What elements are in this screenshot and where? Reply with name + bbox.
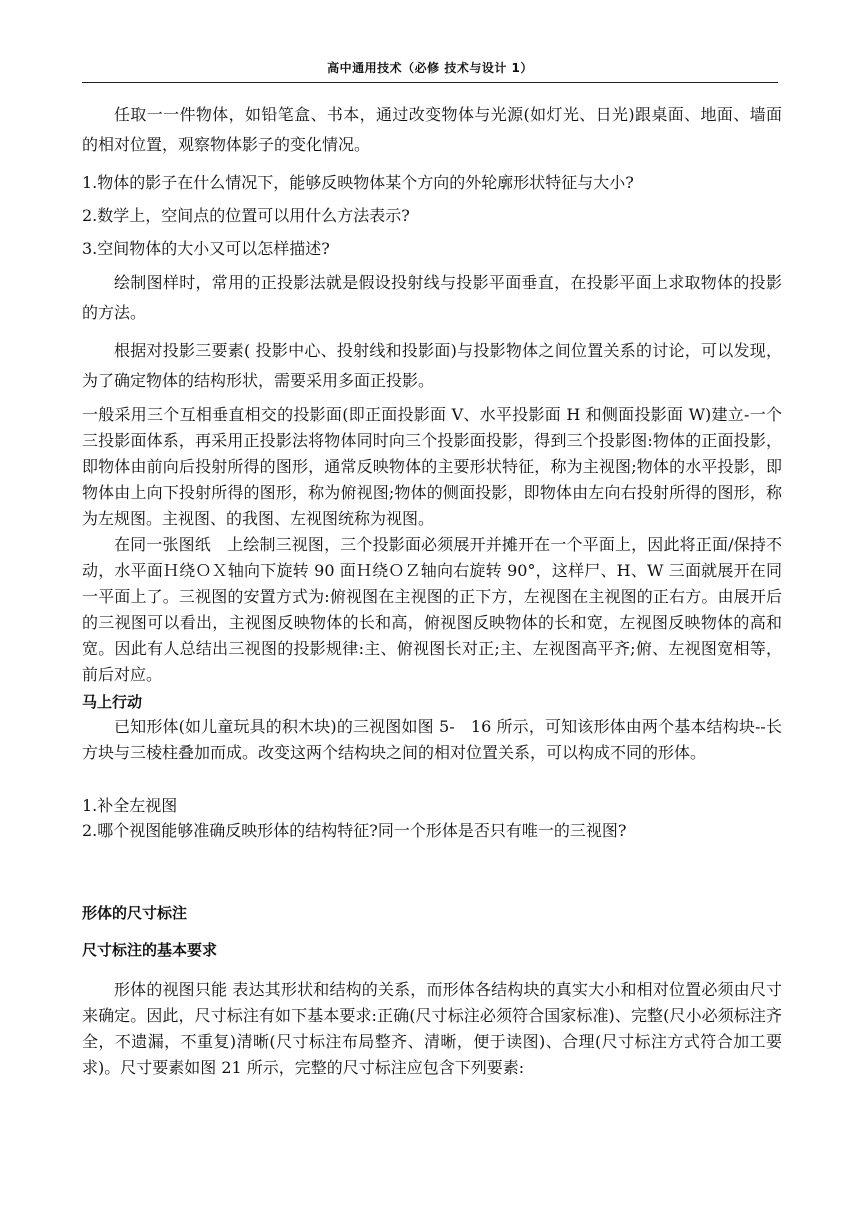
heading-basic-requirements: 尺寸标注的基本要求 <box>82 941 218 959</box>
task-1: 1.补全左视图 <box>82 796 178 815</box>
task-2: 2.哪个视图能够准确反映形体的结构特征?同一个形体是否只有唯一的三视图? <box>82 821 627 840</box>
question-1: 1.物体的影子在什么情况下，能够反映物体某个方向的外轮廓形状特征与大小? <box>82 173 634 192</box>
running-header: 高中通用技术（必修 技术与设计 1） <box>327 61 533 75</box>
paragraph-view-layout: 在同一张图纸 上绘制三视图，三个投影面必须展开并摊开在一个平面上，因此将正面/保持不动，水平面Ｈ绕ＯＸ轴向下旋转 90 面Ｈ绕ＯＺ轴向右旋转 90°，这样尸、H、W 三面就展开在同一平面上了。三视图的安置方式为:俯视图在主视图的正下方，左视图在主视图的正右方。由展开后的三视图可以看出，主视图反映物体的长和高，俯视图反映物体的长和宽，左视图反映物体的高和宽。因此有人总结出三视图的投影规律:主、俯视图长对正;主、左视图高平齐;俯、左视图宽相等，前后对应。 <box>82 535 782 684</box>
paragraph-observe-shadow: 任取一一件物体，如铅笔盒、书本，通过改变物体与光源(如灯光、日光)跟桌面、地面、墙面的相对位置，观察物体影子的变化情况。 <box>82 105 782 154</box>
paragraph-building-block: 已知形体(如儿童玩具的积木块)的三视图如图 5- 16 所示，可知该形体由两个基本结构块--长方块与三棱柱叠加而成。改变这两个结构块之间的相对位置关系，可以构成不同的形体。 <box>82 717 782 762</box>
paragraph-projection-elements: 根据对投影三要素( 投影中心、投射线和投影面)与投影物体之间位置关系的讨论，可以发现，为了确定物体的结构形状，需要采用多面正投影。 <box>82 341 782 390</box>
header-rule <box>82 82 778 83</box>
paragraph-dimension-requirements: 形体的视图只能 表达其形状和结构的关系，而形体各结构块的真实大小和相对位置必须由尺寸来确定。因此，尺寸标注有如下基本要求:正确(尺寸标注必须符合国家标准)、完整(尺小必须标注齐全，不遗漏，不重复)清晰(尺寸标注布局整齐、清晰，便于读图)、合理(尺寸标注方式符合加工要求)。尺寸要素如图 21 所示，完整的尺寸标注应包含下列要素: <box>82 980 782 1077</box>
heading-take-action: 马上行动 <box>82 693 143 711</box>
heading-dimensioning: 形体的尺寸标注 <box>82 904 188 922</box>
question-2: 2.数学上，空间点的位置可以用什么方法表示? <box>82 206 410 225</box>
paragraph-orthographic-projection: 绘制图样时，常用的正投影法就是假设投射线与投影平面垂直，在投影平面上求取物体的投影的方法。 <box>82 273 782 322</box>
question-3: 3.空间物体的大小又可以怎样描述? <box>82 239 330 258</box>
paragraph-three-view-system: 一般采用三个互相垂直相交的投影面(即正面投影面 V、水平投影面 H 和侧面投影面 W)建立-一个三投影面体系，再采用正投影法将物体同时向三个投影面投影，得到三个投影图:物体的正面投影，即物体由前向后投射所得的图形，通常反映物体的主要形状特征，称为主视图;物体的水平投影，即物体由上向下投射所得的图形，称为俯视图;物体的侧面投影，即物体由左向右投射所得的图形，称为左规图。主视图、的我图、左视图统称为视图。 <box>82 405 782 528</box>
